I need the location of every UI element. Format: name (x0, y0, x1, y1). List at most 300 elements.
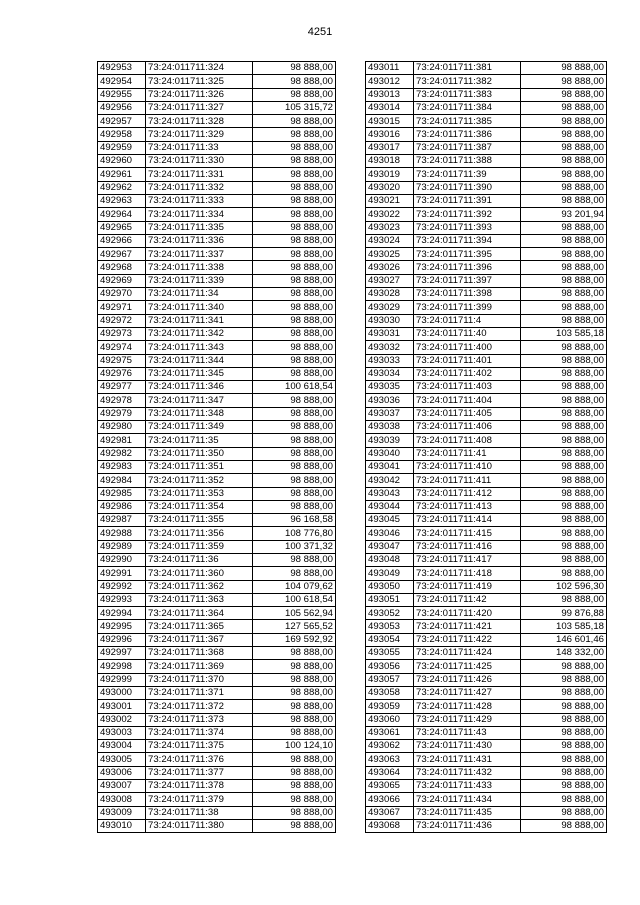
cadastral-value: 98 888,00 (253, 793, 336, 806)
cadastral-value: 98 888,00 (521, 819, 607, 832)
cadastral-number: 73:24:011711:373 (146, 713, 253, 726)
cadastral-value: 98 888,00 (521, 553, 607, 566)
table-row (366, 168, 607, 181)
table-row (98, 660, 336, 673)
cadastral-number: 73:24:011711:338 (146, 261, 253, 274)
row-number: 493062 (366, 740, 414, 753)
cadastral-number: 73:24:011711:390 (414, 181, 521, 194)
cadastral-number: 73:24:011711:404 (414, 394, 521, 407)
row-number: 493024 (366, 234, 414, 247)
row-number: 493005 (98, 753, 146, 766)
row-number: 493053 (366, 620, 414, 633)
cadastral-number: 73:24:011711:333 (146, 194, 253, 207)
row-number: 492994 (98, 607, 146, 620)
cadastral-number: 73:24:011711:433 (414, 780, 521, 793)
cadastral-value: 98 888,00 (521, 780, 607, 793)
row-number: 492967 (98, 248, 146, 261)
cadastral-number: 73:24:011711:363 (146, 593, 253, 606)
cadastral-value: 98 888,00 (253, 168, 336, 181)
table-row (366, 234, 607, 247)
row-number: 493059 (366, 700, 414, 713)
row-number: 493033 (366, 354, 414, 367)
cadastral-number: 73:24:011711:387 (414, 141, 521, 154)
registry-table-right (365, 61, 607, 833)
table-row (366, 314, 607, 327)
table-row (366, 686, 607, 699)
table-row (98, 354, 336, 367)
cadastral-number: 73:24:011711:374 (146, 726, 253, 739)
row-number: 493054 (366, 633, 414, 646)
table-row (366, 713, 607, 726)
row-number: 492976 (98, 367, 146, 380)
row-number: 492996 (98, 633, 146, 646)
cadastral-value: 98 888,00 (253, 647, 336, 660)
table-row (98, 208, 336, 221)
table-row (366, 75, 607, 88)
cadastral-number: 73:24:011711:411 (414, 474, 521, 487)
cadastral-number: 73:24:011711:395 (414, 248, 521, 261)
cadastral-number: 73:24:011711:345 (146, 367, 253, 380)
table-row (98, 673, 336, 686)
table-row (366, 128, 607, 141)
cadastral-value: 98 888,00 (253, 500, 336, 513)
cadastral-number: 73:24:011711:379 (146, 793, 253, 806)
cadastral-number: 73:24:011711:34 (146, 288, 253, 301)
table-row (366, 527, 607, 540)
row-number: 492968 (98, 261, 146, 274)
row-number: 492972 (98, 314, 146, 327)
row-number: 493045 (366, 514, 414, 527)
cadastral-number: 73:24:011711:324 (146, 62, 253, 75)
row-number: 493043 (366, 487, 414, 500)
cadastral-value: 98 888,00 (253, 660, 336, 673)
cadastral-number: 73:24:011711:391 (414, 194, 521, 207)
row-number: 493011 (366, 62, 414, 75)
table-row (98, 819, 336, 832)
cadastral-value: 98 888,00 (521, 766, 607, 779)
cadastral-value: 98 888,00 (253, 487, 336, 500)
row-number: 492978 (98, 394, 146, 407)
cadastral-value: 103 585,18 (521, 327, 607, 340)
row-number: 492983 (98, 460, 146, 473)
row-number: 492990 (98, 553, 146, 566)
cadastral-value: 98 888,00 (253, 341, 336, 354)
row-number: 493008 (98, 793, 146, 806)
cadastral-value: 98 888,00 (253, 447, 336, 460)
table-row (366, 115, 607, 128)
row-number: 493013 (366, 88, 414, 101)
cadastral-value: 98 888,00 (253, 274, 336, 287)
cadastral-number: 73:24:011711:341 (146, 314, 253, 327)
row-number: 492997 (98, 647, 146, 660)
row-number: 493064 (366, 766, 414, 779)
cadastral-value: 127 565,52 (253, 620, 336, 633)
cadastral-number: 73:24:011711:355 (146, 514, 253, 527)
row-number: 493042 (366, 474, 414, 487)
row-number: 493036 (366, 394, 414, 407)
table-row (366, 274, 607, 287)
cadastral-value: 100 124,10 (253, 740, 336, 753)
cadastral-value: 100 618,54 (253, 593, 336, 606)
cadastral-number: 73:24:011711:330 (146, 155, 253, 168)
row-number: 492955 (98, 88, 146, 101)
cadastral-value: 98 888,00 (253, 673, 336, 686)
row-number: 492973 (98, 327, 146, 340)
cadastral-number: 73:24:011711:392 (414, 208, 521, 221)
table-row (366, 354, 607, 367)
cadastral-number: 73:24:011711:337 (146, 248, 253, 261)
row-number: 493012 (366, 75, 414, 88)
row-number: 492961 (98, 168, 146, 181)
cadastral-number: 73:24:011711:383 (414, 88, 521, 101)
cadastral-number: 73:24:011711:350 (146, 447, 253, 460)
cadastral-value: 100 371,32 (253, 540, 336, 553)
cadastral-number: 73:24:011711:356 (146, 527, 253, 540)
table-row (366, 155, 607, 168)
table-row (366, 580, 607, 593)
table-row (366, 141, 607, 154)
cadastral-value: 98 888,00 (253, 460, 336, 473)
table-row (366, 62, 607, 75)
table-row (366, 301, 607, 314)
cadastral-number: 73:24:011711:347 (146, 394, 253, 407)
table-row (98, 181, 336, 194)
cadastral-value: 98 888,00 (521, 155, 607, 168)
cadastral-number: 73:24:011711:430 (414, 740, 521, 753)
cadastral-value: 146 601,46 (521, 633, 607, 646)
row-number: 492964 (98, 208, 146, 221)
table-row (366, 593, 607, 606)
table-row (366, 620, 607, 633)
cadastral-value: 98 888,00 (253, 208, 336, 221)
row-number: 493014 (366, 101, 414, 114)
cadastral-number: 73:24:011711:362 (146, 580, 253, 593)
cadastral-number: 73:24:011711:434 (414, 793, 521, 806)
row-number: 493040 (366, 447, 414, 460)
row-number: 492987 (98, 514, 146, 527)
table-row (98, 101, 336, 114)
cadastral-number: 73:24:011711:326 (146, 88, 253, 101)
cadastral-value: 104 079,62 (253, 580, 336, 593)
row-number: 493000 (98, 686, 146, 699)
table-row (98, 434, 336, 447)
cadastral-number: 73:24:011711:421 (414, 620, 521, 633)
table-row (98, 713, 336, 726)
row-number: 493023 (366, 221, 414, 234)
cadastral-number: 73:24:011711:346 (146, 381, 253, 394)
row-number: 493048 (366, 553, 414, 566)
cadastral-number: 73:24:011711:334 (146, 208, 253, 221)
cadastral-number: 73:24:011711:410 (414, 460, 521, 473)
row-number: 493061 (366, 726, 414, 739)
table-row (366, 753, 607, 766)
table-row (98, 341, 336, 354)
cadastral-number: 73:24:011711:416 (414, 540, 521, 553)
cadastral-value: 98 888,00 (253, 726, 336, 739)
cadastral-value: 98 888,00 (253, 367, 336, 380)
cadastral-value: 96 168,58 (253, 514, 336, 527)
row-number: 493039 (366, 434, 414, 447)
cadastral-number: 73:24:011711:399 (414, 301, 521, 314)
table-row (366, 288, 607, 301)
row-number: 492966 (98, 234, 146, 247)
cadastral-value: 98 888,00 (253, 155, 336, 168)
cadastral-value: 98 888,00 (521, 500, 607, 513)
cadastral-value: 98 888,00 (253, 301, 336, 314)
row-number: 493032 (366, 341, 414, 354)
table-row (98, 766, 336, 779)
cadastral-value: 98 888,00 (253, 88, 336, 101)
cadastral-value: 98 888,00 (521, 487, 607, 500)
cadastral-number: 73:24:011711:376 (146, 753, 253, 766)
cadastral-number: 73:24:011711:384 (414, 101, 521, 114)
table-row (98, 447, 336, 460)
cadastral-number: 73:24:011711:428 (414, 700, 521, 713)
table-row (98, 487, 336, 500)
cadastral-value: 98 888,00 (521, 567, 607, 580)
cadastral-number: 73:24:011711:413 (414, 500, 521, 513)
row-number: 492969 (98, 274, 146, 287)
page-number: 4251 (307, 26, 333, 38)
row-number: 493029 (366, 301, 414, 314)
cadastral-number: 73:24:011711:425 (414, 660, 521, 673)
row-number: 493058 (366, 686, 414, 699)
cadastral-number: 73:24:011711:419 (414, 580, 521, 593)
row-number: 493066 (366, 793, 414, 806)
row-number: 492984 (98, 474, 146, 487)
row-number: 492995 (98, 620, 146, 633)
cadastral-value: 98 888,00 (253, 141, 336, 154)
table-row (366, 394, 607, 407)
cadastral-value: 98 888,00 (521, 673, 607, 686)
cadastral-number: 73:24:011711:418 (414, 567, 521, 580)
cadastral-number: 73:24:011711:349 (146, 421, 253, 434)
table-row (98, 194, 336, 207)
cadastral-value: 98 888,00 (253, 806, 336, 819)
table-row (98, 248, 336, 261)
cadastral-number: 73:24:011711:420 (414, 607, 521, 620)
cadastral-number: 73:24:011711:360 (146, 567, 253, 580)
row-number: 493067 (366, 806, 414, 819)
row-number: 492954 (98, 75, 146, 88)
row-number: 493016 (366, 128, 414, 141)
cadastral-value: 98 888,00 (253, 115, 336, 128)
cadastral-number: 73:24:011711:336 (146, 234, 253, 247)
table-row (366, 633, 607, 646)
table-row (98, 62, 336, 75)
cadastral-value: 98 888,00 (253, 327, 336, 340)
table-row (98, 580, 336, 593)
row-number: 493018 (366, 155, 414, 168)
cadastral-number: 73:24:011711:39 (414, 168, 521, 181)
registry-table-left (97, 61, 336, 833)
row-number: 492998 (98, 660, 146, 673)
row-number: 493001 (98, 700, 146, 713)
row-number: 493002 (98, 713, 146, 726)
cadastral-number: 73:24:011711:340 (146, 301, 253, 314)
cadastral-number: 73:24:011711:331 (146, 168, 253, 181)
table-row (366, 766, 607, 779)
table-row (366, 500, 607, 513)
cadastral-value: 98 888,00 (521, 700, 607, 713)
row-number: 493020 (366, 181, 414, 194)
table-row (366, 487, 607, 500)
cadastral-value: 98 888,00 (253, 221, 336, 234)
cadastral-value: 98 888,00 (253, 75, 336, 88)
row-number: 493031 (366, 327, 414, 340)
row-number: 492986 (98, 500, 146, 513)
cadastral-value: 98 888,00 (253, 713, 336, 726)
cadastral-value: 102 596,30 (521, 580, 607, 593)
cadastral-number: 73:24:011711:41 (414, 447, 521, 460)
table-row (366, 101, 607, 114)
table-row (366, 248, 607, 261)
table-row (366, 194, 607, 207)
cadastral-number: 73:24:011711:397 (414, 274, 521, 287)
cadastral-number: 73:24:011711:325 (146, 75, 253, 88)
cadastral-number: 73:24:011711:396 (414, 261, 521, 274)
row-number: 492980 (98, 421, 146, 434)
row-number: 492988 (98, 527, 146, 540)
cadastral-value: 98 888,00 (521, 740, 607, 753)
cadastral-number: 73:24:011711:426 (414, 673, 521, 686)
table-row (98, 75, 336, 88)
row-number: 492992 (98, 580, 146, 593)
row-number: 493063 (366, 753, 414, 766)
row-number: 493046 (366, 527, 414, 540)
cadastral-value: 98 888,00 (521, 181, 607, 194)
table-row (366, 660, 607, 673)
table-row (98, 155, 336, 168)
cadastral-number: 73:24:011711:329 (146, 128, 253, 141)
table-row (366, 514, 607, 527)
cadastral-number: 73:24:011711:38 (146, 806, 253, 819)
cadastral-number: 73:24:011711:422 (414, 633, 521, 646)
cadastral-number: 73:24:011711:367 (146, 633, 253, 646)
table-row (366, 221, 607, 234)
row-number: 493052 (366, 607, 414, 620)
row-number: 493025 (366, 248, 414, 261)
cadastral-value: 169 592,92 (253, 633, 336, 646)
cadastral-value: 98 888,00 (521, 88, 607, 101)
cadastral-number: 73:24:011711:435 (414, 806, 521, 819)
cadastral-value: 98 888,00 (521, 460, 607, 473)
row-number: 493060 (366, 713, 414, 726)
cadastral-number: 73:24:011711:343 (146, 341, 253, 354)
cadastral-number: 73:24:011711:328 (146, 115, 253, 128)
cadastral-number: 73:24:011711:424 (414, 647, 521, 660)
cadastral-value: 98 888,00 (521, 367, 607, 380)
table-row (98, 474, 336, 487)
row-number: 493022 (366, 208, 414, 221)
table-row (98, 647, 336, 660)
cadastral-number: 73:24:011711:400 (414, 341, 521, 354)
row-number: 493015 (366, 115, 414, 128)
cadastral-value: 98 888,00 (521, 434, 607, 447)
cadastral-value: 103 585,18 (521, 620, 607, 633)
table-row (366, 421, 607, 434)
table-row (366, 460, 607, 473)
cadastral-value: 98 888,00 (521, 407, 607, 420)
cadastral-number: 73:24:011711:327 (146, 101, 253, 114)
table-row (98, 221, 336, 234)
table-row (366, 327, 607, 340)
cadastral-value: 98 888,00 (521, 341, 607, 354)
table-row (366, 793, 607, 806)
row-number: 492991 (98, 567, 146, 580)
cadastral-number: 73:24:011711:402 (414, 367, 521, 380)
row-number: 492957 (98, 115, 146, 128)
table-row (98, 115, 336, 128)
row-number: 492970 (98, 288, 146, 301)
row-number: 493035 (366, 381, 414, 394)
cadastral-number: 73:24:011711:339 (146, 274, 253, 287)
table-row (366, 181, 607, 194)
row-number: 492981 (98, 434, 146, 447)
row-number: 492963 (98, 194, 146, 207)
row-number: 493065 (366, 780, 414, 793)
cadastral-value: 98 888,00 (521, 288, 607, 301)
table-row (98, 141, 336, 154)
row-number: 492975 (98, 354, 146, 367)
table-row (366, 819, 607, 832)
cadastral-value: 98 888,00 (521, 527, 607, 540)
cadastral-value: 98 888,00 (521, 540, 607, 553)
row-number: 493057 (366, 673, 414, 686)
table-row (366, 700, 607, 713)
table-row (98, 700, 336, 713)
cadastral-value: 98 888,00 (521, 62, 607, 75)
cadastral-value: 98 888,00 (521, 194, 607, 207)
table-row (98, 288, 336, 301)
cadastral-number: 73:24:011711:335 (146, 221, 253, 234)
cadastral-number: 73:24:011711:415 (414, 527, 521, 540)
cadastral-value: 98 888,00 (253, 234, 336, 247)
table-row (98, 88, 336, 101)
cadastral-number: 73:24:011711:429 (414, 713, 521, 726)
cadastral-value: 98 888,00 (521, 381, 607, 394)
cadastral-number: 73:24:011711:431 (414, 753, 521, 766)
cadastral-value: 98 888,00 (521, 221, 607, 234)
table-row (366, 740, 607, 753)
cadastral-value: 108 776,80 (253, 527, 336, 540)
cadastral-value: 98 888,00 (253, 354, 336, 367)
cadastral-value: 98 888,00 (253, 434, 336, 447)
cadastral-number: 73:24:011711:359 (146, 540, 253, 553)
row-number: 493006 (98, 766, 146, 779)
table-row (366, 261, 607, 274)
table-row (366, 88, 607, 101)
cadastral-number: 73:24:011711:332 (146, 181, 253, 194)
cadastral-number: 73:24:011711:342 (146, 327, 253, 340)
row-number: 492958 (98, 128, 146, 141)
table-row (98, 234, 336, 247)
cadastral-value: 98 888,00 (521, 713, 607, 726)
cadastral-value: 93 201,94 (521, 208, 607, 221)
table-row (98, 128, 336, 141)
row-number: 493034 (366, 367, 414, 380)
row-number: 492960 (98, 155, 146, 168)
cadastral-value: 98 888,00 (521, 474, 607, 487)
cadastral-value: 98 888,00 (521, 248, 607, 261)
row-number: 493049 (366, 567, 414, 580)
table-row (98, 633, 336, 646)
cadastral-value: 98 888,00 (253, 407, 336, 420)
table-row (98, 780, 336, 793)
table-row (366, 673, 607, 686)
cadastral-number: 73:24:011711:368 (146, 647, 253, 660)
cadastral-number: 73:24:011711:370 (146, 673, 253, 686)
